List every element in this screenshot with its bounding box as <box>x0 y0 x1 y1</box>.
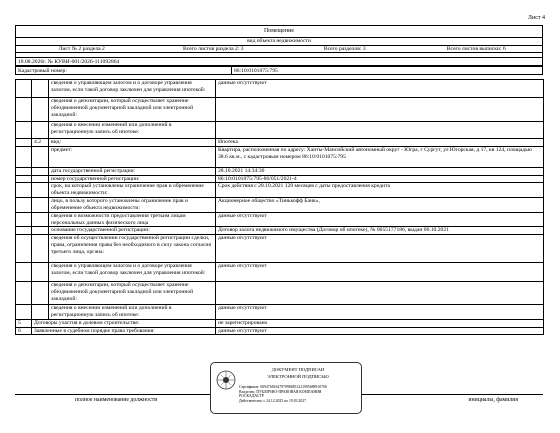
document-number: 18.08.2026г. № КУВИ-001/2026-111092864 <box>15 57 543 66</box>
table-row <box>16 122 544 139</box>
row-label: сведения об осуществлении государственной регистрации сделки, права, ограничения права без необходимого в силу закона согласия третьего лица, органа: <box>49 235 216 263</box>
row-value: не зарегистрировано <box>216 319 544 327</box>
row-value: данные отсутствуют <box>216 263 544 282</box>
row-number <box>32 146 49 167</box>
row-number <box>32 227 49 235</box>
row-label: срок, на который установлены ограничение прав и обременение объекта недвижимости: <box>49 183 216 198</box>
sheet-info-row <box>15 45 543 53</box>
row-label: сведения о управляющем залогом и о договоре управления залогом, если такой договор заключен для управления ипотекой: <box>49 80 216 98</box>
row-label: сведения о внесении изменений или дополнений в регистрационную запись об ипотеке: <box>49 122 216 139</box>
row-indent <box>16 122 32 139</box>
table-row <box>16 98 544 122</box>
table-row <box>16 175 544 183</box>
row-indent <box>16 282 32 305</box>
row-indent <box>16 175 32 183</box>
table-row <box>16 183 544 198</box>
row-value: данные отсутствуют <box>216 235 544 263</box>
stamp-title-line: ДОКУМЕНТ ПОДПИСАН <box>271 367 325 372</box>
row-number <box>32 282 49 305</box>
table-row <box>16 167 544 175</box>
row-value: 28.10.2021 14:34:30 <box>216 167 544 175</box>
table-row <box>16 198 544 213</box>
sheet-info-part: Лист № 2 раздела 2 <box>58 46 105 52</box>
row-value: Срок действия с 28.10.2021 120 месяцев с даты предоставления кредита <box>216 183 544 198</box>
row-value: 86:10:0101075:795-86/051/2021-4 <box>216 175 544 183</box>
row-value: Акционерное общество «Тинькофф Банк», <box>216 198 544 213</box>
row-indent <box>16 80 32 98</box>
row-indent <box>16 305 32 320</box>
stamp-owner-org: РОСКАДАСТР <box>239 394 264 399</box>
table-row <box>16 235 544 263</box>
position-caption: полное наименование должности <box>75 397 158 403</box>
row-label: основание государственной регистрации: <box>49 227 216 235</box>
row-indent <box>16 139 32 147</box>
row-value: данные отсутствуют <box>216 212 544 227</box>
table-row <box>16 227 544 235</box>
row-number: 6 <box>16 327 32 335</box>
row-label: дата государственной регистрации: <box>49 167 216 175</box>
row-number <box>32 122 49 139</box>
object-type-caption: вид объекта недвижимости <box>15 37 543 45</box>
row-value <box>216 122 544 139</box>
row-value: Квартира, расположенная по адресу: Ханты-Мансийский автономный округ - Югра, г Сургут, ул Югорская, д 17, кв 124, площадью 38.6 кв.м., с кадастровым номером 86:10:0101075:795 <box>216 146 544 167</box>
e-signature-stamp <box>210 362 362 414</box>
row-label: сведения о возможности предоставления третьим лицам персональных данных физического лица <box>49 212 216 227</box>
row-indent <box>16 167 32 175</box>
row-indent <box>16 198 32 213</box>
row-number <box>32 175 49 183</box>
row-value: данные отсутствуют <box>216 80 544 98</box>
row-number <box>32 167 49 175</box>
table-row <box>16 212 544 227</box>
stamp-owner: Владелец: ПУБЛИЧНО-ПРАВОВАЯ КОМПАНИЯ <box>239 389 322 394</box>
emblem-icon <box>215 369 237 391</box>
object-type: Помещение <box>15 25 543 37</box>
stamp-details <box>239 385 361 404</box>
row-number <box>32 305 49 320</box>
row-indent <box>16 98 32 122</box>
row-label: вид: <box>49 139 216 147</box>
row-number <box>32 183 49 198</box>
table-row <box>16 282 544 305</box>
row-number: 4.2 <box>32 139 49 147</box>
row-value: Ипотека <box>216 139 544 147</box>
encumbrance-table <box>15 79 544 335</box>
row-number <box>32 98 49 122</box>
row-label: лицо, в пользу которого установлены ограничение прав и обременение объекта недвижимости: <box>49 198 216 213</box>
row-number <box>32 235 49 263</box>
row-indent <box>16 227 32 235</box>
row-value <box>216 282 544 305</box>
row-label: сведения о депозитарии, который осуществляет хранение обездвиженной документарной закладной или электронной закладной: <box>49 98 216 122</box>
stamp-certificate: Сертификат: 00947681647979986851221905688910706 <box>239 385 327 389</box>
row-number <box>32 212 49 227</box>
row-number <box>32 263 49 282</box>
sheet-number: Лист 4 <box>527 15 545 21</box>
stamp-title <box>237 367 359 381</box>
cadastral-label: Кадастровый номер: <box>18 68 67 74</box>
table-row <box>16 263 544 282</box>
row-label: сведения о управляющем залогом и о договоре управления залогом, если такой договор заключен для управления ипотекой: <box>49 263 216 282</box>
row-value <box>216 98 544 122</box>
sheet-info-section-total: Всего листов раздела 2: 3 <box>182 46 244 52</box>
row-indent <box>16 146 32 167</box>
row-indent <box>16 183 32 198</box>
row-label: предмет: <box>49 146 216 167</box>
cadastral-row <box>15 66 543 75</box>
row-label: номер государственной регистрации: <box>49 175 216 183</box>
sheet-info-sections: Всего разделов: 3 <box>323 46 366 52</box>
name-caption: инициалы, фамилия <box>468 397 518 403</box>
row-number <box>32 198 49 213</box>
row-label: сведения о внесении изменений или дополнений в регистрационную запись об ипотеке: <box>49 305 216 320</box>
row-label: Заявленные в судебном порядке права требования: <box>32 327 216 335</box>
row-indent <box>16 263 32 282</box>
table-row <box>16 146 544 167</box>
row-value: данные отсутствуют <box>216 327 544 335</box>
row-indent <box>16 235 32 263</box>
stamp-title-line: ЭЛЕКТРОННОЙ ПОДПИСЬЮ <box>267 373 329 379</box>
table-row <box>16 305 544 320</box>
table-row <box>16 327 544 335</box>
row-number: 5 <box>16 319 32 327</box>
row-label: сведения о депозитарии, который осуществляет хранение обездвиженной документарной закладной или электронной закладной: <box>49 282 216 305</box>
table-row <box>16 139 544 147</box>
table-row <box>16 319 544 327</box>
row-number <box>32 80 49 98</box>
sheet-info-total: Всего листов выписки: 6 <box>446 46 506 52</box>
row-indent <box>16 212 32 227</box>
cadastral-value: 86:10:0101075:795 <box>231 67 278 75</box>
table-row <box>16 80 544 98</box>
row-value: Договор залога недвижимого имущества (Договор об ипотеке), № 0655177186, выдан 06.10.2021 <box>216 227 544 235</box>
stamp-validity: Действителен: с 24.12.2025 по 19.03.2027 <box>239 399 307 404</box>
row-value: данные отсутствуют <box>216 305 544 320</box>
row-label: Договоры участия в долевом строительстве: <box>32 319 216 327</box>
